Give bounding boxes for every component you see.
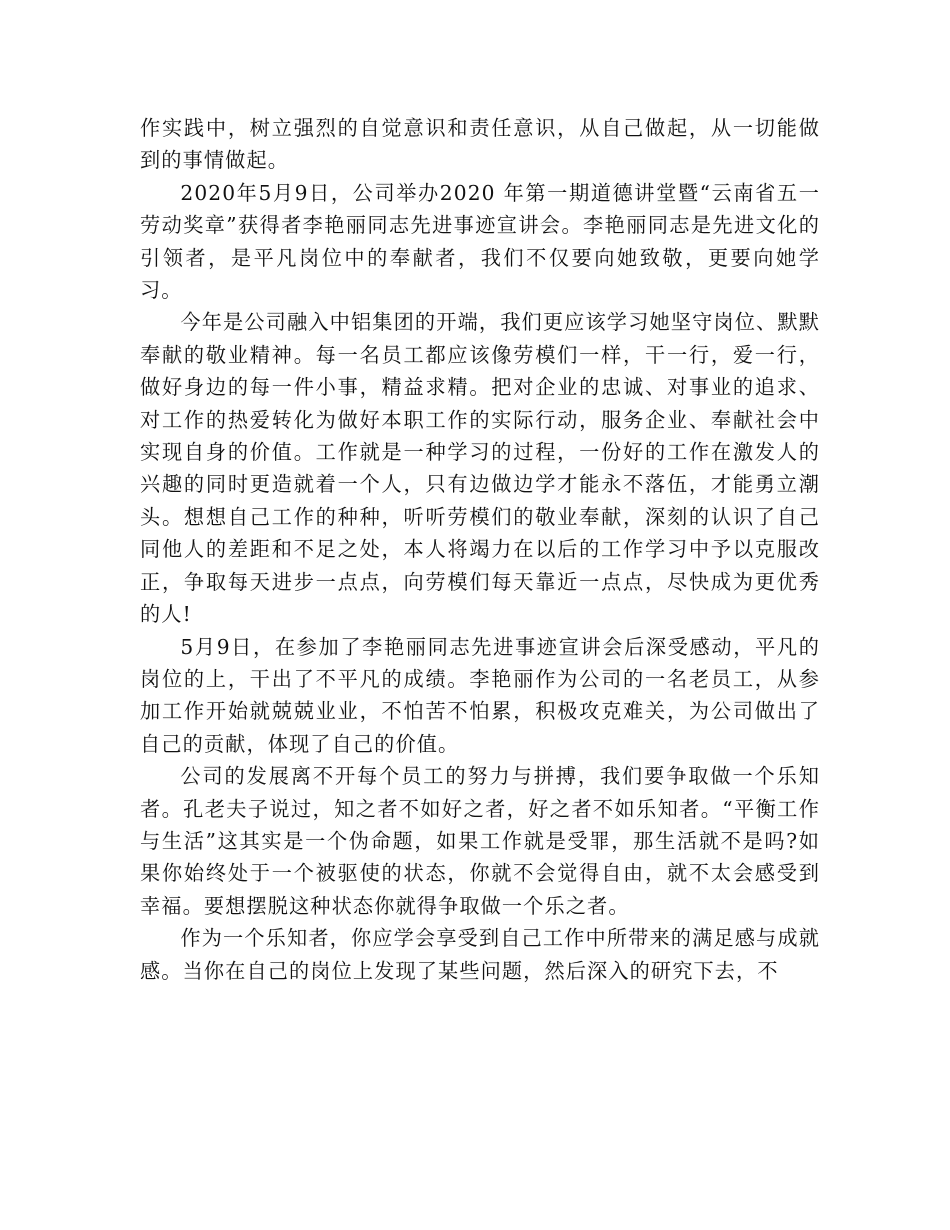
paragraph-satisfaction: 作为一个乐知者，你应学会享受到自己工作中所带来的满足感与成就感。当你在自己的岗位上发现了某些问题，然后深入的研究下去，不: [140, 926, 820, 983]
paragraph-learning-spirit: 今年是公司融入中铝集团的开端，我们更应该学习她坚守岗位、默默奉献的敬业精神。每一名员工都应该像劳模们一样，干一行，爱一行，做好身边的每一件小事，精益求精。把对企业的忠诚、对事业的追求、对工作的热爱转化为做好本职工作的实际行动，服务企业、奉献社会中实现自身的价值。工作就是一种学习的过程，一份好的工作在激发人的兴趣的同时更造就着一个人，只有边做边学才能永不落伍，才能勇立潮头。想想自己工作的种种，听听劳模们的敬业奉献，深刻的认识了自己同他人的差距和不足之处，本人将竭力在以后的工作学习中予以克服改正，争取每天进步一点点，向劳模们每天靠近一点点，尽快成为更优秀的人!: [140, 310, 820, 627]
paragraph-lecture-event: 2020年5月9日，公司举办2020 年第一期道德讲堂暨“云南省五一劳动奖章”获得者李艳丽同志先进事迹宣讲会。李艳丽同志是先进文化的引领者，是平凡岗位中的奉献者，我们不仅要向她致敬，更要向她学习。: [140, 180, 820, 303]
paragraph-joyful-learner: 公司的发展离不开每个员工的努力与拼搏，我们要争取做一个乐知者。孔老夫子说过，知之者不如好之者，好之者不如乐知者。“平衡工作与生活”这其实是一个伪命题，如果工作就是受罪，那生活就不是吗?如果你始终处于一个被驱使的状态，你就不会觉得自由，就不太会感受到幸福。要想摆脱这种状态你就得争取做一个乐之者。: [140, 764, 820, 918]
paragraph-may-ninth: 5月9日，在参加了李艳丽同志先进事迹宣讲会后深受感动，平凡的岗位的上，干出了不平凡的成绩。李艳丽作为公司的一名老员工，从参加工作开始就兢兢业业，不怕苦不怕累，积极攻克难关，为公司做出了自己的贡献，体现了自己的价值。: [140, 634, 820, 756]
document-body: [140, 110, 820, 987]
paragraph-continued: 作实践中，树立强烈的自觉意识和责任意识，从自己做起，从一切能做到的事情做起。: [140, 116, 820, 173]
